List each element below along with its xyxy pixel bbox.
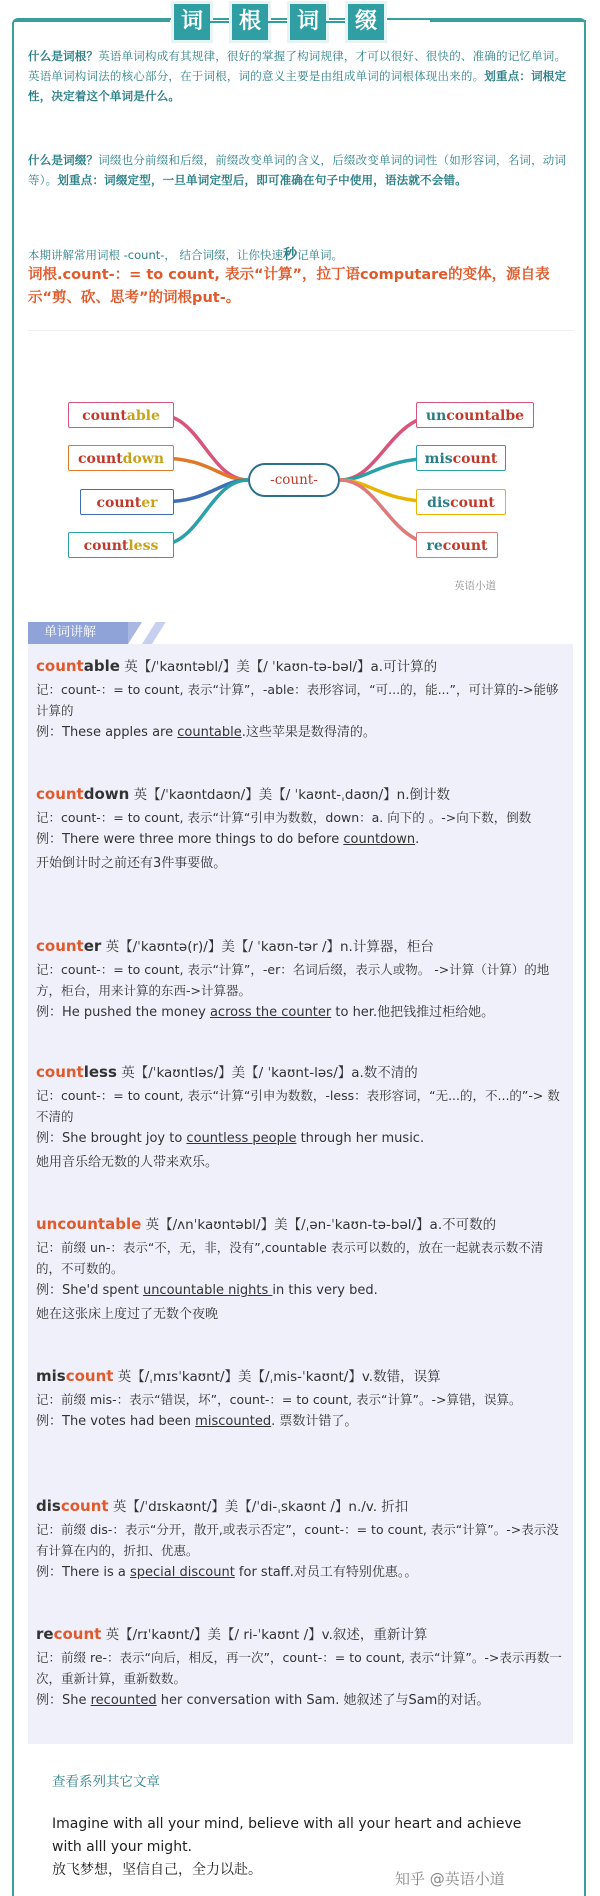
zhihu-watermark: 知乎 @英语小道: [395, 1870, 505, 1888]
section-stripe: [142, 622, 166, 644]
entry-example: 例：He pushed the money across the counter to her.他把钱推过柜给她。: [36, 1005, 495, 1020]
title-line-left: [14, 20, 170, 22]
entry-memo: 记：count-：= to count, 表示“计算”，-er：名词后缀，表示人或物。 ->计算（计算）的地方，柜台，用来计算的东西->计算器。: [36, 962, 550, 998]
title-sep: [326, 21, 346, 23]
word-entry: [36, 1212, 566, 1327]
entry-head: counter 英【/ˈkaʊntə(r)/】美【/ ˈkaʊn-tər /】n.计算器，柜台: [36, 937, 434, 955]
entry-head: recount 英【/rɪˈkaʊnt/】美【/ ri-ˈkaʊnt /】v.叙述，重新计算: [36, 1625, 428, 1643]
entry-head: countable 英【/ˈkaʊntəbl/】美【/ ˈkaʊn-tə-bəl/】a.可计算的: [36, 657, 438, 675]
entry-example: 例：There were three more things to do before countdown.: [36, 832, 420, 847]
word-entry: [36, 654, 566, 745]
entry-head: uncountable 英【/ʌnˈkaʊntəbl/】美【/ˌən-ˈkaʊn-tə-bəl/】a.不可数的: [36, 1215, 497, 1233]
mindmap-watermark: 英语小道: [454, 580, 496, 592]
title-char: 缀: [348, 4, 384, 40]
entry-example: 例：These apples are countable.这些苹果是数得清的。: [36, 725, 376, 740]
entry-memo: 记：count-：= to count, 表示“计算”，-able：表形容词，“可...的，能...”，可计算的->能够计算的: [36, 682, 559, 718]
entry-head: miscount 英【/ˌmɪsˈkaʊnt/】美【/ˌmis-ˈkaʊnt/】v.数错，误算: [36, 1367, 441, 1385]
word-entry: [36, 782, 566, 876]
question-root: 什么是词根？: [28, 49, 99, 63]
entry-memo: 记：前缀 re-：表示“向后，相反，再一次”，count-：= to count, 表示“计算”。->表示再数一次，重新计算，重新数数。: [36, 1650, 562, 1686]
entry-memo: 记：前缀 un-：表示“不，无，非，没有”,countable 表示可以数的，放在一起就表示数不清的，不可数的。: [36, 1240, 544, 1276]
word-entry: [36, 1494, 566, 1585]
entry-memo: 记：count-：= to count, 表示“计算“引申为数数，down：a. 向下的 。->向下数，倒数: [36, 810, 532, 825]
node-recount: recount: [416, 532, 498, 558]
node-countless: countless: [68, 532, 174, 558]
entry-memo: 记：前缀 dis-：表示“分开，散开,或表示否定”，count-：= to count, 表示“计算”。->表示没有计算在内的，折扣、优惠。: [36, 1522, 559, 1558]
entry-example: 例：She'd spent uncountable nights in this very bed.: [36, 1283, 378, 1298]
node-countable: countable: [68, 402, 174, 428]
entry-example: 例：She brought joy to countless people through her music.: [36, 1131, 425, 1146]
section-stripe: [128, 622, 142, 644]
node-miscount: miscount: [416, 445, 506, 471]
title-char: 根: [232, 4, 268, 40]
node-uncountalbe: uncountalbe: [416, 402, 534, 428]
divider: [28, 330, 573, 331]
title-sep: [210, 21, 230, 23]
mindmap: [60, 385, 540, 585]
entry-memo: 记：count-：= to count, 表示“计算“引申为数数，-less：表形容词，“无...的，不...的”-> 数不清的: [36, 1088, 560, 1124]
section-header: [28, 622, 573, 644]
intro-text: 英语单词构成有其规律，很好的掌握了构词规律，才可以很好、很快的、准确的记忆单词。英语单词构词法的核心部分，在于词根，词的意义主要是由组成单词的词根体现出来的。: [28, 49, 567, 83]
intro-paragraph-root: [28, 46, 573, 106]
entry-example-cn: 开始倒计时之前还有3件事要做。: [36, 856, 227, 871]
word-entry: [36, 934, 566, 1025]
entry-example-cn: 她用音乐给无数的人带来欢乐。: [36, 1155, 219, 1170]
note-text: 本期讲解常用词根 -count-， 结合词缀，让你快速: [28, 248, 284, 262]
section-label: 单词讲解: [44, 625, 97, 640]
node-countdown: countdown: [68, 445, 174, 471]
root-definition: 词根.count-：= to count, 表示“计算”，拉丁语computare的变体，源自表示“剪、砍、思考”的词根put-。: [28, 267, 550, 306]
quote-cn: 放飞梦想，坚信自己，全力以赴。: [52, 1862, 262, 1878]
quote-en: Imagine with all your mind, believe with all your heart and achieve with alll your might.: [52, 1816, 522, 1855]
intro-note: [28, 244, 573, 264]
entry-example: 例：The votes had been miscounted. 票数计错了。: [36, 1414, 358, 1429]
more-articles-link[interactable]: 查看系列其它文章: [52, 1774, 160, 1790]
key-point: 划重点：词缀定型，一旦单词定型后，即可准确在句子中使用，语法就不会错。: [57, 173, 467, 187]
word-entry: [36, 1364, 566, 1434]
entry-example: 例：She recounted her conversation with Sam. 她叙述了与Sam的对话。: [36, 1693, 490, 1708]
entry-head: countless 英【/ˈkaʊntləs/】美【/ ˈkaʊnt-ləs/】a.数不清的: [36, 1063, 418, 1081]
title-bar: [0, 0, 600, 44]
title-line-right: [430, 20, 586, 22]
title-sep: [268, 21, 288, 23]
question-affix: 什么是词缀？: [28, 153, 99, 167]
entry-head: countdown 英【/ˈkaʊntdaʊn/】美【/ ˈkaʊnt-ˌdaʊn/】n.倒计数: [36, 785, 451, 803]
title-char: 词: [174, 4, 210, 40]
intro-paragraph-affix: [28, 150, 573, 190]
word-entry: [36, 1060, 566, 1175]
key-point: 划重点：词根定性，决定着这个单词是什么。: [28, 69, 567, 103]
node-discount: discount: [416, 489, 506, 515]
node-counter: counter: [80, 489, 174, 515]
intro-text: 词缀也分前缀和后缀，前缀改变单词的含义，后缀改变单词的词性（如形容词，名词，动词等）。: [28, 153, 567, 187]
entry-head: discount 英【/ˈdɪskaʊnt/】美【/ˈdi-ˌskaʊnt /】n./v. 折扣: [36, 1497, 409, 1515]
word-entry: [36, 1622, 566, 1713]
note-emph: 秒: [283, 247, 298, 263]
entry-memo: 记：前缀 mis-：表示“错误，坏”，count-：= to count, 表示“计算”。->算错，误算。: [36, 1392, 522, 1407]
note-text: 记单词。: [297, 248, 344, 262]
entry-example-cn: 她在这张床上度过了无数个夜晚: [36, 1307, 219, 1322]
mindmap-center: -count-: [248, 463, 340, 497]
title-char: 词: [290, 4, 326, 40]
entry-example: 例：There is a special discount for staff.对员工有特别优惠。。: [36, 1565, 418, 1580]
